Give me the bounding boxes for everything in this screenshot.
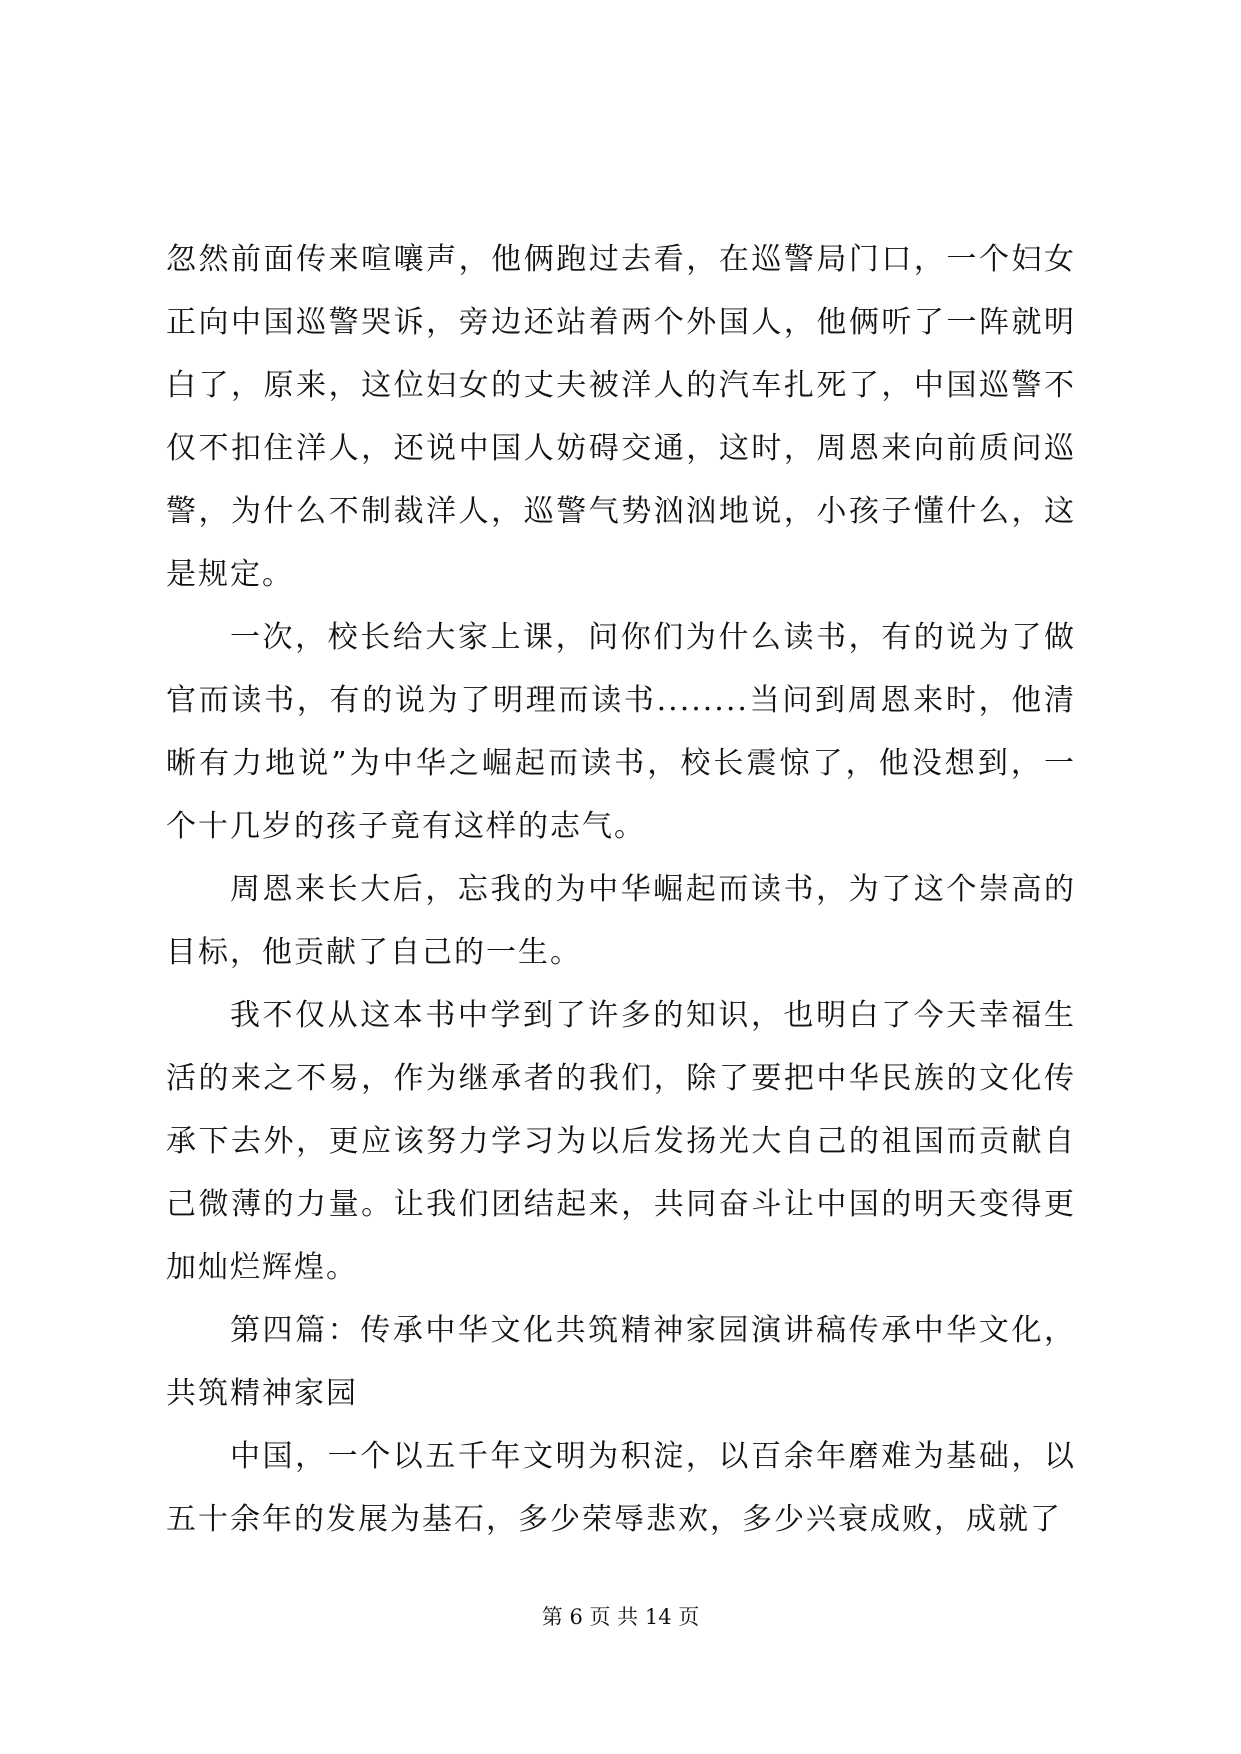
paragraph-4: 我不仅从这本书中学到了许多的知识，也明白了今天幸福生活的来之不易，作为继承者的我们，除了要把中华民族的文化传承下去外，更应该努力学习为以后发扬光大自己的祖国而贡献自己微薄的力量。让我们团结起来，共同奋斗让中国的明天变得更加灿烂辉煌。 [166, 998, 1076, 1285]
section-heading: 第四篇：传承中华文化共筑精神家园演讲稿传承中华文化，共筑精神家园 [166, 1313, 1076, 1411]
paragraph-5: 中国，一个以五千年文明为积淀，以百余年磨难为基础，以五十余年的发展为基石，多少荣辱悲欢，多少兴衰成败，成就了 [166, 1439, 1076, 1537]
paragraph-2: 一次，校长给大家上课，问你们为什么读书，有的说为了做官而读书，有的说为了明理而读书........当问到周恩来时，他清晰有力地说”为中华之崛起而读书，校长震惊了，他没想到，一个十几岁的孩子竟有这样的志气。 [166, 620, 1076, 844]
paragraph-1: 忽然前面传来喧嚷声，他俩跑过去看，在巡警局门口，一个妇女正向中国巡警哭诉，旁边还站着两个外国人，他俩听了一阵就明白了，原来，这位妇女的丈夫被洋人的汽车扎死了，中国巡警不仅不扣住洋人，还说中国人妨碍交通，这时，周恩来向前质问巡警，为什么不制裁洋人，巡警气势汹汹地说，小孩子懂什么，这是规定。 [166, 242, 1076, 592]
paragraph-3: 周恩来长大后，忘我的为中华崛起而读书，为了这个崇高的目标，他贡献了自己的一生。 [166, 872, 1076, 970]
document-body [166, 228, 1076, 1551]
page-number-footer: 第 6 页 共 14 页 [541, 1605, 700, 1629]
